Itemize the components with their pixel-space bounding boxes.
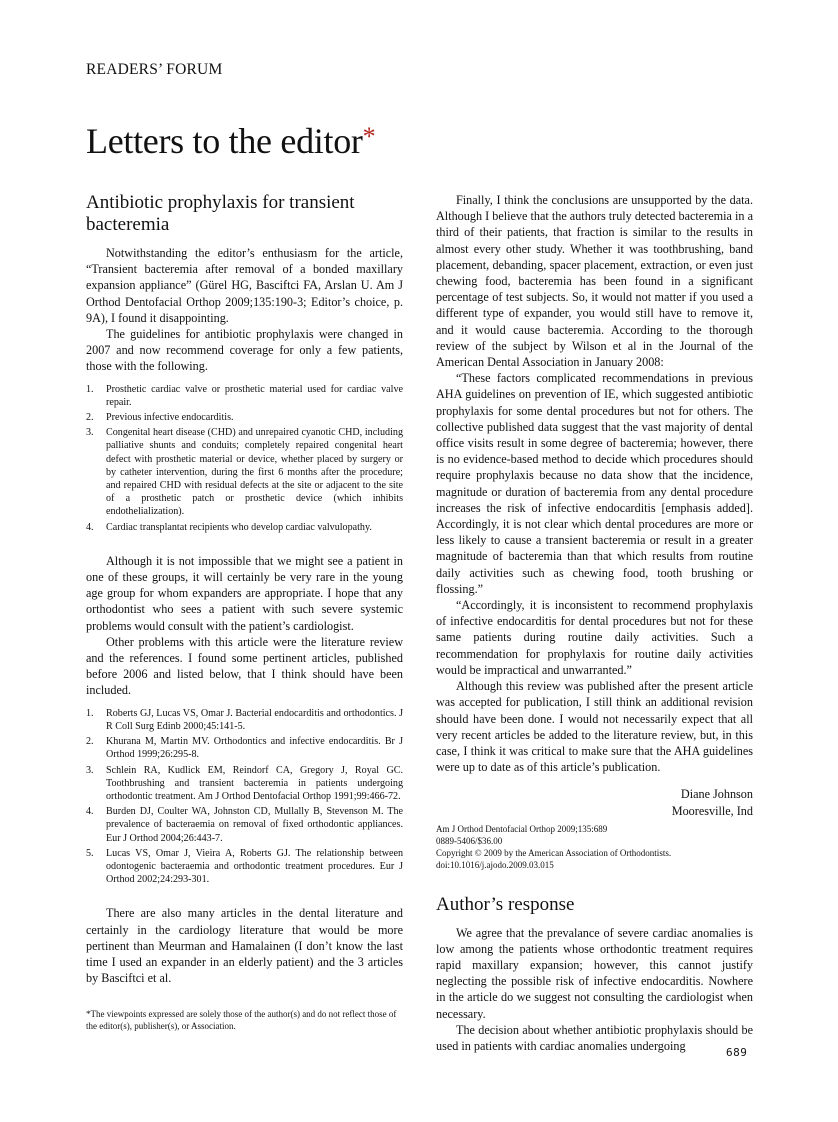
paragraph: The guidelines for antibiotic prophylaxis were changed in 2007 and now recommend coverage for only a few patients, those with the following. <box>86 327 403 374</box>
reference-item <box>86 707 403 733</box>
page-title-text: Letters to the editor <box>86 121 363 161</box>
reference-item <box>86 847 403 887</box>
conditions-list <box>86 383 403 534</box>
reference-number: 4. <box>86 806 94 818</box>
right-column <box>436 192 753 1054</box>
page-number: 689 <box>726 1046 748 1059</box>
paragraph: There are also many articles in the dental literature and certainly in the cardiology literature that would be more pertinent than Meurman and Hamalainen (I don’t know the last time I used an expander in an elderly patient) and the 3 articles by Basciftci et al. <box>86 906 403 986</box>
letter-heading: Antibiotic prophylaxis for transient bacteremia <box>86 192 355 235</box>
reference-text: Roberts GJ, Lucas VS, Omar J. Bacterial endocarditis and orthodontics. J R Coll Surg Edinb 2000;45:141-5. <box>106 707 403 732</box>
list-item <box>86 426 403 518</box>
left-column <box>86 192 403 986</box>
author-name: Diane Johnson <box>680 787 753 802</box>
reference-item <box>86 764 403 804</box>
paragraph: Finally, I think the conclusions are unsupported by the data. Although I believe that the authors truly detected bacteremia in a third of their patients, that fraction is similar to the results in almost every other study. Whether it was toothbrushing, band placement, debanding, spacer placement, extraction, or even just chewing food, bacteremia has been found in a significant percentage of test subjects. So, it would not matter if you used a different type of expander, you would still have to remove it, and it would cause bacteremia. According to the thorough review of the subject by Wilson et al in the Journal of the American Dental Association in January 2008: <box>436 193 753 370</box>
citation-line: Copyright © 2009 by the American Association of Orthodontists. <box>436 848 672 859</box>
reference-number: 2. <box>86 736 94 748</box>
paragraph: Other problems with this article were the literature review and the references. I found some pertinent articles, published before 2006 and listed below, that I think should have been included. <box>86 634 403 698</box>
section-label: READERS’ FORUM <box>86 61 223 78</box>
paragraph: Notwithstanding the editor’s enthusiasm for the article, “Transient bacteremia after removal of a bonded maxillary expansion appliance” (Gürel HG, Basciftci FA, Arslan U. Am J Orthod Dentofacial Orthop 2009;135:190-3; Editor’s choice, p. 9A), I found it disappointing. <box>86 246 403 325</box>
list-item-text: Congenital heart disease (CHD) and unrepaired cyanotic CHD, including palliative shunts and conduits; completely repaired congenital heart defect with prosthetic material or device, whether placed by surgery or by catheter intervention, during the first 6 months after the procedure; and repaired CHD with residual defects at the site or adjacent to the site of a prosthetic patch or prosthetic device (which inhibits endothelialization). <box>106 427 403 518</box>
footnote: *The viewpoints expressed are solely those of the author(s) and do not reflect those of the editor(s), publisher(s), or Association. <box>86 1009 397 1031</box>
paragraph: The decision about whether antibiotic prophylaxis should be used in patients with cardiac anomalies undergoing <box>436 1022 753 1053</box>
reference-text: Khurana M, Martin MV. Orthodontics and infective endocarditis. Br J Orthod 1999;26:295-8. <box>106 736 403 761</box>
citation-block <box>436 823 753 872</box>
list-item <box>86 411 403 424</box>
paragraph: We agree that the prevalance of severe cardiac anomalies is low among the patients whose orthodontic treatment requires rapid maxillary expansion; however, this cannot justify neglecting the possible risk of infective endocarditis. Nowhere in the article do we suggest not consulting the cardiologist when necessary. <box>436 925 753 1021</box>
paragraph: Although it is not impossible that we might see a patient in one of these groups, it will certainly be very rare in the young age group for whom expanders are appropriate. I hope that any orthodontist who sees a patient with such severe systemic problems would consult with the patient’s cardiologist. <box>86 553 403 633</box>
paragraph: Although this review was published after the present article was accepted for publication, I still think an additional revision should have been done. I would not necessarily expect that all very recent articles be added to the literature review, but, in this case, I think it was critical to make sure that the AHA guidelines were up to date as of this article’s publication. <box>436 679 753 775</box>
references-list <box>86 707 403 887</box>
reference-text: Schlein RA, Kudlick EM, Reindorf CA, Gregory J, Royal GC. Toothbrushing and transient bacteremia in patients undergoing orthodontic treatment. Am J Orthod Dentofacial Orthop 1991;99:466-72. <box>106 764 403 802</box>
citation-line: doi:10.1016/j.ajodo.2009.03.015 <box>436 860 554 871</box>
reference-number: 5. <box>86 847 94 859</box>
list-item-number: 2. <box>86 412 94 424</box>
list-item-text: Previous infective endocarditis. <box>106 412 234 424</box>
page-title <box>86 120 375 162</box>
list-item-text: Prosthetic cardiac valve or prosthetic material used for cardiac valve repair. <box>106 383 403 408</box>
signature <box>436 786 753 818</box>
list-item <box>86 521 403 534</box>
reference-item <box>86 805 403 845</box>
list-item-number: 3. <box>86 427 94 439</box>
list-item-number: 4. <box>86 521 94 533</box>
list-item-text: Cardiac transplantat recipients who develop cardiac valvulopathy. <box>106 521 372 533</box>
list-item-number: 1. <box>86 383 94 395</box>
title-footnote-marker: * <box>362 122 376 151</box>
list-item <box>86 383 403 409</box>
citation-line: 0889-5406/$36.00 <box>436 835 503 846</box>
paragraph: “Accordingly, it is inconsistent to recommend prophylaxis of infective endocarditis for dental procedures but not for these same patients during routine daily activities. Such a recommendation for prophylaxis for routine daily activities would be impractical and unwarranted.” <box>436 598 753 677</box>
reference-item <box>86 735 403 761</box>
reference-text: Burden DJ, Coulter WA, Johnston CD, Mullally B, Stevenson M. The prevalence of bacteraemia on removal of fixed orthodontic appliances. Eur J Orthod 2004;26:443-7. <box>106 806 403 844</box>
reference-number: 3. <box>86 764 94 776</box>
reference-text: Lucas VS, Omar J, Vieira A, Roberts GJ. The relationship between odontogenic bacteraemia and orthodontic treatment procedures. Eur J Orthod 2002;24:293-301. <box>106 847 403 886</box>
paragraph: “These factors complicated recommendations in previous AHA guidelines on prevention of IE, which suggested antibiotic prophylaxis for some dental procedures but not for others. The collective published data suggest that the vast majority of dental office visits result in some degree of bacteremia; however, there is no evidence-based method to decide which procedures should require prophylaxis because no data show that the incidence, magnitude or duration of bacteremia from any dental procedure increases the risk of infective endocarditis [emphasis added]. Accordingly, it is not clear which dental procedures are more or less likely to cause a transient bacteremia or result in a greater magnitude of bacteremia than that which results from routine daily activities such as chewing food, tooth brushing or flossing.” <box>436 371 753 596</box>
reference-number: 1. <box>86 707 94 719</box>
response-heading: Author’s response <box>436 893 575 915</box>
author-location: Mooresville, Ind <box>671 803 753 818</box>
citation-line: Am J Orthod Dentofacial Orthop 2009;135:689 <box>436 823 608 834</box>
